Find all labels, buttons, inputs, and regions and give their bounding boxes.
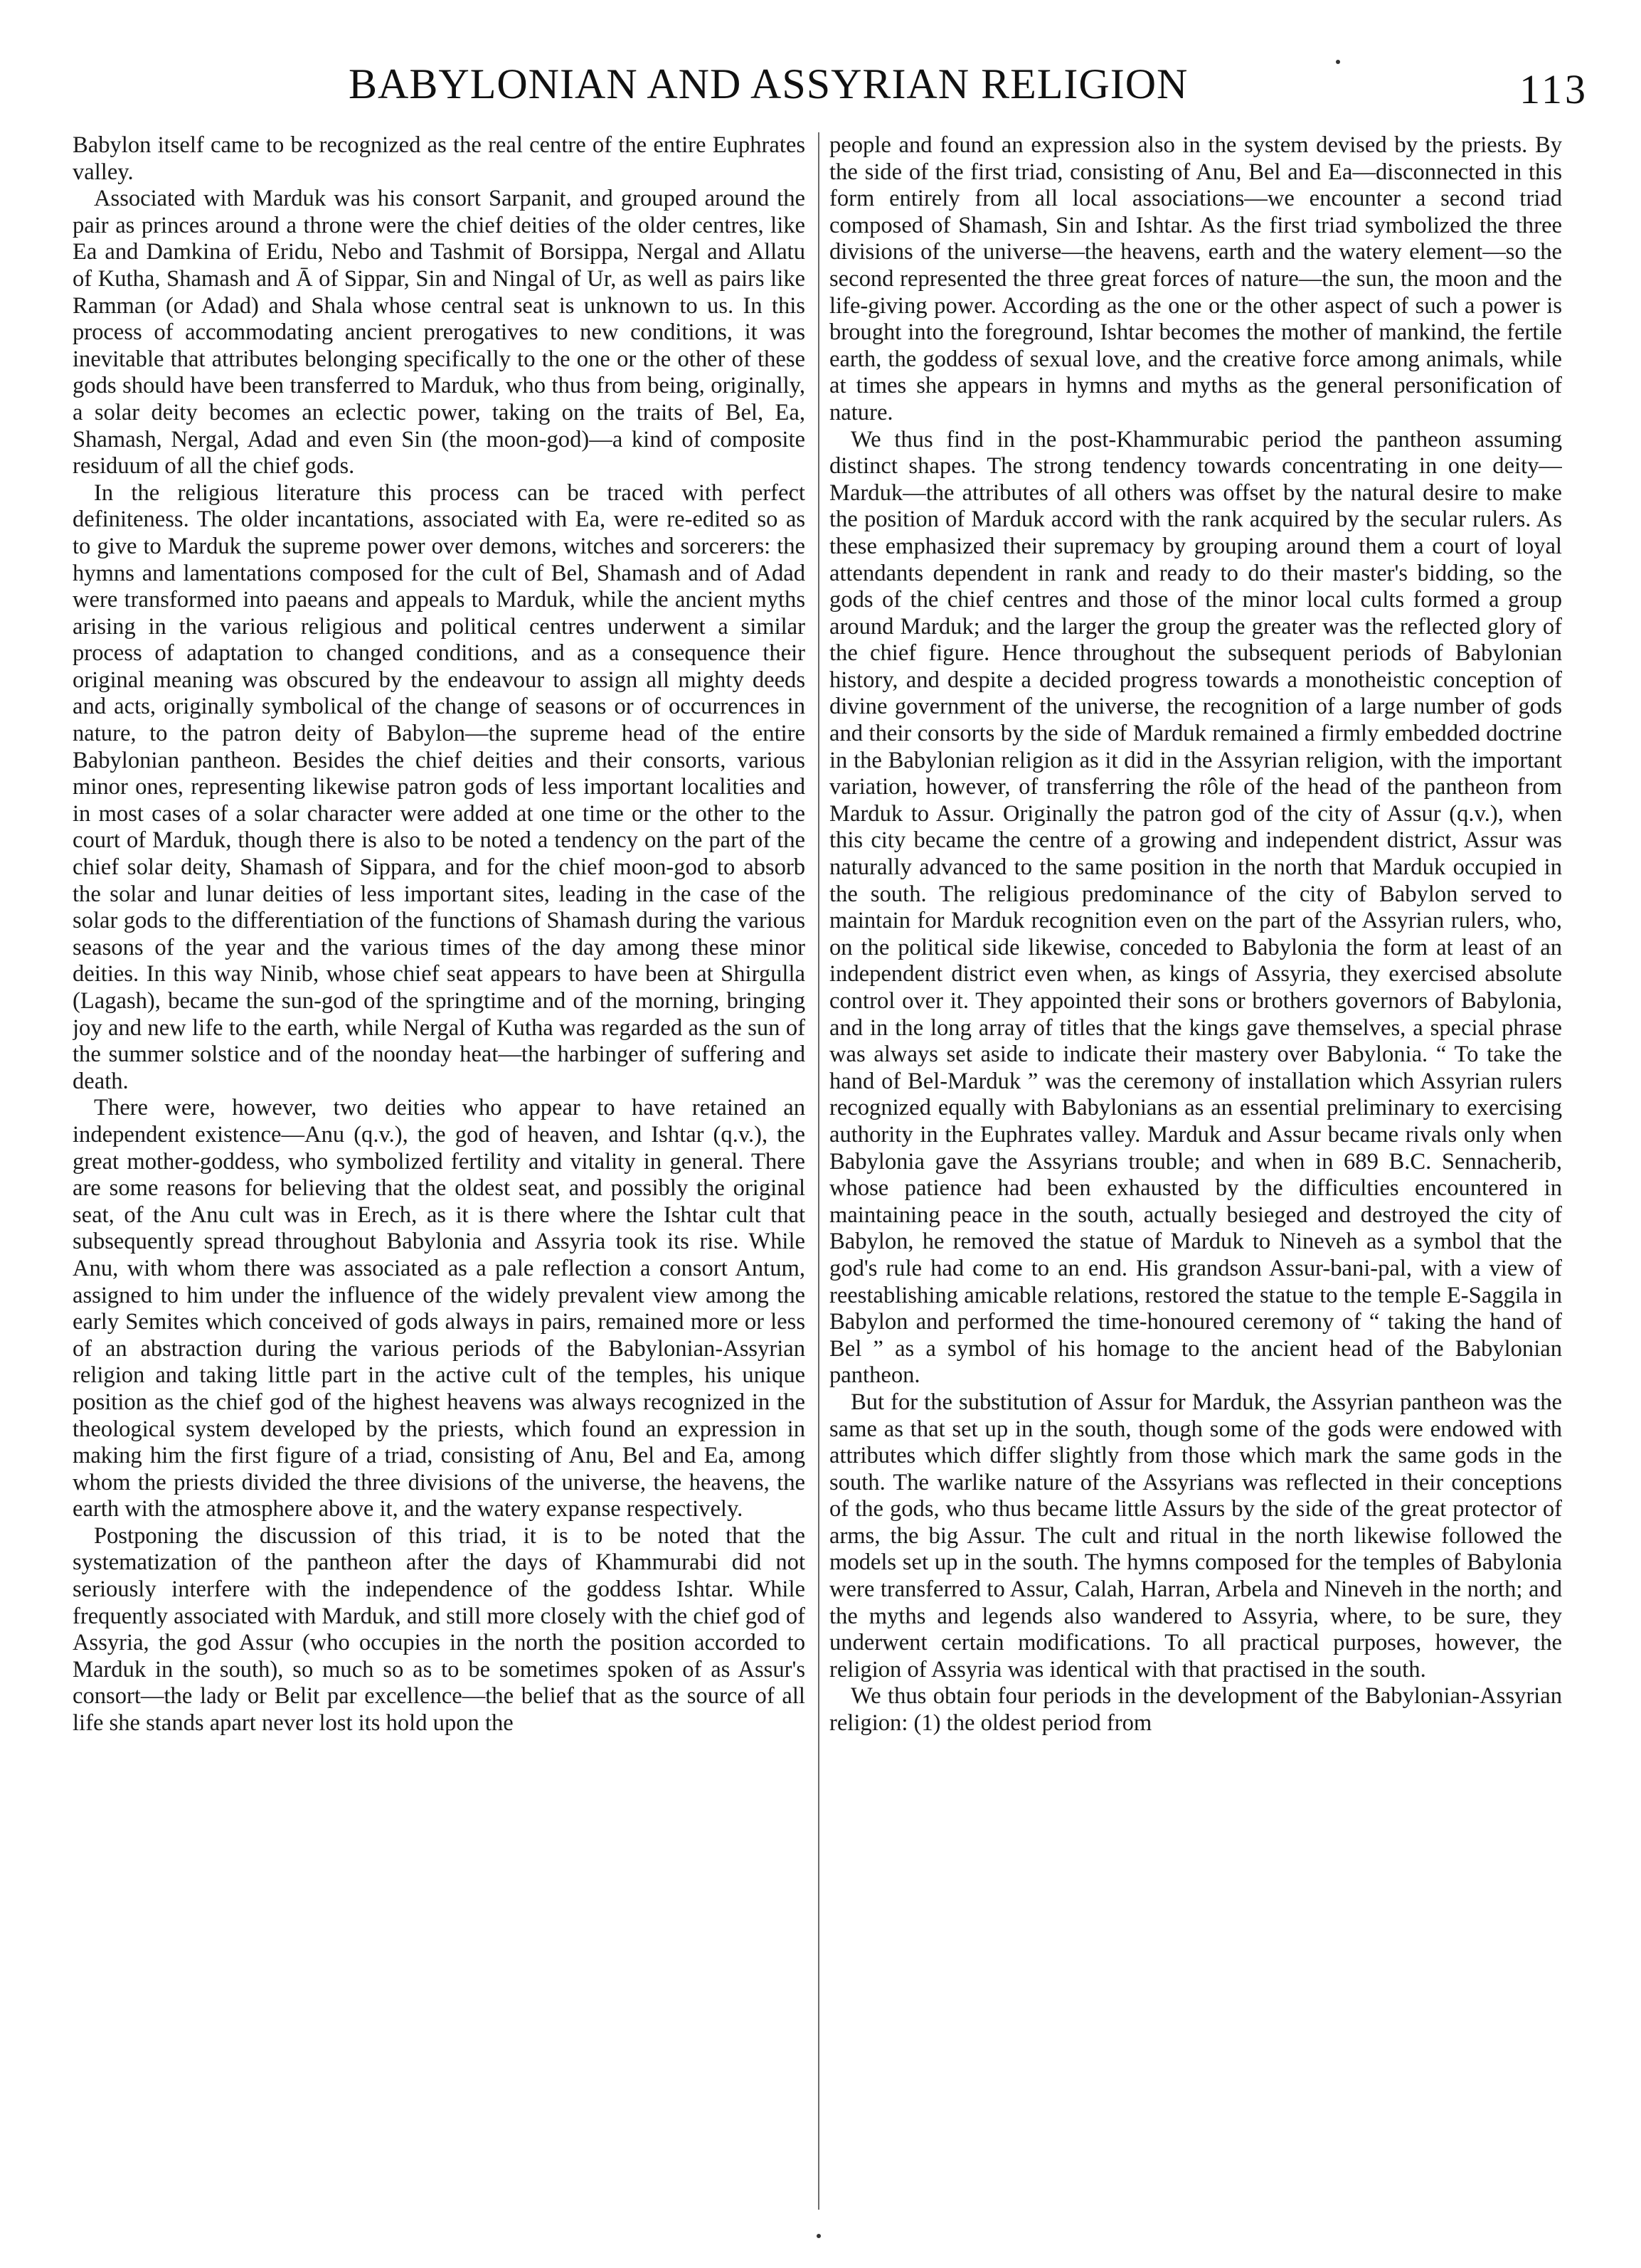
page-number: 113 bbox=[1519, 66, 1588, 112]
running-head bbox=[0, 55, 1641, 112]
printer-mark-dot bbox=[817, 2234, 821, 2238]
paragraph: Associated with Marduk was his consort Sarpanit, and grouped around the pair as princes around a throne were the chief deities of the older centres, like Ea and Damkina of Eridu, Nebo and Tashmit of Borsippa, Nergal and Allatu of Kutha, Shamash and Ā of Sippar, Sin and Ningal of Ur, as well as pairs like Ramman (or Adad) and Shala whose central seat is unknown to us. In this process of accommodating ancient prerogatives to new conditions, it was inevitable that attributes belonging specifically to the one or the other of these gods should have been transferred to Marduk, who thus from being, originally, a solar deity becomes an eclectic power, taking on the traits of Bel, Ea, Shamash, Nergal, Adad and even Sin (the moon-god)—a kind of composite residuum of all the chief gods. bbox=[73, 186, 805, 479]
column-divider bbox=[818, 132, 819, 2210]
paragraph: There were, however, two deities who appear to have retained an independent existence—Anu (q.v.), the god of heaven, and Ishtar (q.v.), the great mother-goddess, who symbolized fertility and vitality in general. There are some reasons for believing that the oldest seat, and possibly the original seat, of the Anu cult was in Erech, as it is there where the Ishtar cult that subsequently spread throughout Babylonia and Assyria took its rise. While Anu, with whom there was associated as a pale reflection a consort Antum, assigned to him under the influence of the widely prevalent view among the early Semites which conceived of gods always in pairs, remained more or less of an abstraction during the various periods of the Babylonian-Assyrian religion and taking little part in the active cult of the temples, his unique position as the chief god of the highest heavens was always recognized in the theological system developed by the priests, which found an expression in making him the first figure of a triad, consisting of Anu, Bel and Ea, among whom the priests divided the three divisions of the universe, the heavens, the earth with the atmosphere above it, and the watery expanse respectively. bbox=[73, 1095, 805, 1522]
paragraph: people and found an expression also in the system devised by the priests. By the side of the first triad, consisting of Anu, Bel and Ea—disconnected in this form entirely from all local associations—we encounter a second triad composed of Shamash, Sin and Ishtar. As the first triad symbolized the three divisions of the universe—the heavens, earth and the watery element—so the second represented the three great forces of nature—the sun, the moon and the life-giving power. According as the one or the other aspect of such a power is brought into the foreground, Ishtar becomes the mother of mankind, the fertile earth, the goddess of sexual love, and the creative force among animals, while at times she appears in hymns and myths as the general personification of nature. bbox=[829, 132, 1562, 425]
page-title: BABYLONIAN AND ASSYRIAN RELIGION bbox=[349, 60, 1189, 107]
paragraph: But for the substitution of Assur for Marduk, the Assyrian pantheon was the same as that set up in the south, though some of the gods were endowed with attributes which differ slightly from those which mark the same gods in the south. The warlike nature of the Assyrians was reflected in their conceptions of the gods, who thus became little Assurs by the side of the great protector of arms, the big Assur. The cult and ritual in the north likewise followed the models set up in the south. The hymns composed for the temples of Babylonia were transferred to Assur, Calah, Harran, Arbela and Nineveh in the north; and the myths and legends also wandered to Assyria, where, to be sure, they underwent certain modifications. To all practical purposes, however, the religion of Assyria was identical with that practised in the south. bbox=[829, 1389, 1562, 1683]
paragraph: We thus obtain four periods in the development of the Babylonian-Assyrian religion: (1) the oldest period from bbox=[829, 1683, 1562, 1737]
paragraph: In the religious literature this process can be traced with perfect definiteness. The older incantations, associated with Ea, were re-edited so as to give to Marduk the supreme power over demons, witches and sorcerers: the hymns and lamentations composed for the cult of Bel, Shamash and of Adad were transformed into paeans and appeals to Marduk, while the ancient myths arising in the various religious and political centres underwent a similar process of adaptation to changed conditions, and as a consequence their original meaning was obscured by the endeavour to assign all mighty deeds and acts, originally symbolical of the change of seasons or of occurrences in nature, to the patron deity of Babylon—the supreme head of the entire Babylonian pantheon. Besides the chief deities and their consorts, various minor ones, representing likewise patron gods of less important localities and in most cases of a solar character were added at one time or the other to the court of Marduk, though there is also to be noted a tendency on the part of the chief solar deity, Shamash of Sippara, and for the chief moon-god to absorb the solar and lunar deities of less important sites, leading in the case of the solar gods to the differentiation of the functions of Shamash during the various seasons of the year and the various times of the day among these minor deities. In this way Ninib, whose chief seat appears to have been at Shirgulla (Lagash), became the sun-god of the springtime and of the morning, bringing joy and new life to the earth, while Nergal of Kutha was regarded as the sun of the summer solstice and of the noonday heat—the harbinger of suffering and death. bbox=[73, 479, 805, 1094]
right-column bbox=[829, 132, 1562, 2210]
paragraph: Babylon itself came to be recognized as the real centre of the entire Euphrates valley. bbox=[73, 132, 805, 185]
paragraph: We thus find in the post-Khammurabic period the pantheon assuming distinct shapes. The strong tendency towards concentrating in one deity—Marduk—the attributes of all others was offset by the natural desire to make the position of Marduk accord with the rank acquired by the secular rulers. As these emphasized their supremacy by grouping around them a court of loyal attendants dependent in rank and ready to do their master's bidding, so the gods of the chief centres and those of the minor local cults formed a group around Marduk; and the larger the group the greater was the reflected glory of the chief figure. Hence throughout the subsequent periods of Babylonian history, and despite a decided progress towards a monotheistic conception of divine government of the universe, the recognition of a large number of gods and their consorts by the side of Marduk remained a firmly embedded doctrine in the Babylonian religion as it did in the Assyrian religion, with the important variation, however, of transferring the rôle of the head of the pantheon from Marduk to Assur. Originally the patron god of the city of Assur (q.v.), when this city became the centre of a growing and independent district, Assur was naturally advanced to the same position in the north that Marduk occupied in the south. The religious predominance of the city of Babylon served to maintain for Marduk recognition even on the part of the Assyrian rulers, who, on the political side likewise, conceded to Babylonia the form at least of an independent district even when, as kings of Assyria, they exercised absolute control over it. They appointed their sons or brothers governors of Babylonia, and in the long array of titles that the kings gave themselves, a special phrase was always set aside to indicate their mastery over Babylonia. “ To take the hand of Bel-Marduk ” was the ceremony of installation which Assyrian rulers recognized equally with Babylonians as an essential preliminary to exercising authority in the Euphrates valley. Marduk and Assur became rivals only when Babylonia gave the Assyrians trouble; and when in 689 B.C. Sennacherib, whose patience had been exhausted by the difficulties encountered in maintaining peace in the south, actually besieged and destroyed the city of Babylon, he removed the statue of Marduk to Nineveh as a symbol that the god's rule had come to an end. His grandson Assur-bani-pal, with a view of reestablishing amicable relations, restored the statue to the temple E-Saggila in Babylon and performed the time-honoured ceremony of “ taking the hand of Bel ” as a symbol of his homage to the ancient head of the Babylonian pantheon. bbox=[829, 426, 1562, 1389]
paragraph: Postponing the discussion of this triad, it is to be noted that the systematization of the pantheon after the days of Khammurabi did not seriously interfere with the independence of the goddess Ishtar. While frequently associated with Marduk, and still more closely with the chief god of Assyria, the god Assur (who occupies in the north the position accorded to Marduk in the south), so much so as to be sometimes spoken of as Assur's consort—the lady or Belit par excellence—the belief that as the source of all life she stands apart never lost its hold upon the bbox=[73, 1522, 805, 1737]
printer-mark-dot bbox=[1336, 60, 1340, 64]
left-column bbox=[73, 132, 805, 2210]
